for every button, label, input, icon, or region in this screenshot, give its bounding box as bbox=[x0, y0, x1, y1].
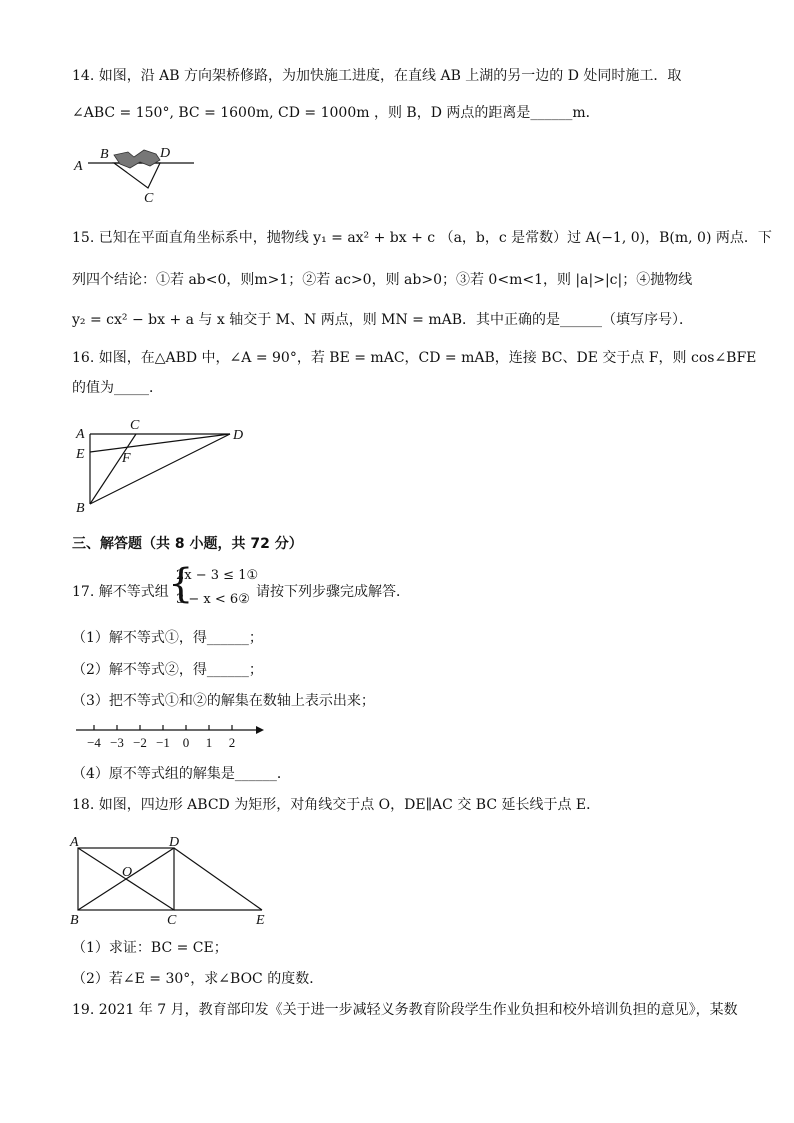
tick-label: 0 bbox=[182, 735, 190, 750]
q16-line1: 16. 如图，在△ABD 中，∠A = 90°，若 BE = mAC，CD = mAB，连接 BC、DE 交于点 F，则 cos∠BFE bbox=[72, 350, 757, 366]
tick-label: 2 bbox=[228, 735, 236, 750]
q18-line1: 18. 如图，四边形 ABCD 为矩形，对角线交于点 O，DE∥AC 交 BC 延长线于点 E． bbox=[72, 797, 601, 813]
q15-line3: y₂ = cx² − bx + a 与 x 轴交于 M、N 两点，则 MN = mAB．其中正确的是______（填写序号）． bbox=[72, 312, 694, 328]
tick-label: −1 bbox=[156, 735, 170, 750]
label-c: C bbox=[167, 913, 177, 928]
q17-prefix: 17. 解不等式组 bbox=[72, 584, 169, 600]
q17-step4: （4）原不等式组的解集是______． bbox=[72, 766, 291, 782]
lake-shape bbox=[114, 150, 160, 168]
q17-ineq1: 2x − 3 ≤ 1① bbox=[176, 568, 259, 583]
tick-label: 1 bbox=[205, 735, 213, 750]
q18-part1: （1）求证：BC = CE； bbox=[72, 940, 228, 956]
brace-symbol: { bbox=[168, 561, 194, 607]
label-c: C bbox=[130, 418, 140, 433]
label-b: B bbox=[76, 501, 85, 516]
label-b: B bbox=[70, 913, 79, 928]
q19-line1: 19. 2021 年 7 月，教育部印发《关于进一步减轻义务教育阶段学生作业负担和校外培训负担的意见》，某数 bbox=[72, 1002, 738, 1018]
label-a: A bbox=[76, 427, 85, 442]
label-d: D bbox=[233, 428, 244, 443]
label-d: D bbox=[160, 146, 171, 161]
q15-line2: 列四个结论：①若 ab<0，则m>1；②若 ac>0，则 ab>0；③若 0<m<1，则 |a|>|c|；④抛物线 bbox=[72, 272, 693, 288]
label-c: C bbox=[144, 191, 154, 206]
section-heading: 三、解答题（共 8 小题，共 72 分） bbox=[72, 536, 303, 552]
label-d: D bbox=[169, 835, 180, 850]
label-f: F bbox=[122, 451, 131, 466]
q17-step1: （1）解不等式①，得______； bbox=[72, 630, 263, 646]
number-line bbox=[70, 716, 270, 752]
q17-ineq2: 3 − x < 6② bbox=[176, 592, 250, 607]
q15-line1: 15. 已知在平面直角坐标系中，抛物线 y₁ = ax² + bx + c （a，b，c 是常数）过 A(−1, 0)，B(m, 0) 两点．下 bbox=[72, 230, 772, 246]
tick-label: −2 bbox=[133, 735, 147, 750]
tick-label: −3 bbox=[110, 735, 124, 750]
q14-line2: ∠ABC = 150°, BC = 1600m, CD = 1000m ，则 B，D 两点的距离是______m． bbox=[72, 105, 600, 121]
q14-line1: 14. 如图，沿 AB 方向架桥修路，为加快施工进度，在直线 AB 上湖的另一边的 D 处同时施工．取 bbox=[72, 68, 682, 84]
q18-figure bbox=[66, 832, 276, 928]
label-o: O bbox=[122, 865, 133, 880]
q17-suffix: 请按下列步骤完成解答． bbox=[256, 584, 410, 600]
q16-figure bbox=[70, 412, 260, 517]
label-e: E bbox=[76, 447, 85, 462]
q17-step3: （3）把不等式①和②的解集在数轴上表示出来； bbox=[72, 693, 375, 709]
q16-line2: 的值为_____． bbox=[72, 380, 163, 396]
q17-step2: （2）解不等式②，得______； bbox=[72, 662, 263, 678]
label-e: E bbox=[256, 913, 265, 928]
label-a: A bbox=[74, 159, 83, 174]
q14-figure bbox=[70, 140, 210, 210]
label-a: A bbox=[70, 835, 79, 850]
q18-part2: （2）若∠E = 30°，求∠BOC 的度数． bbox=[72, 971, 324, 987]
triangle-bcd bbox=[114, 163, 160, 188]
tick-label: −4 bbox=[87, 735, 101, 750]
label-b: B bbox=[100, 147, 109, 162]
